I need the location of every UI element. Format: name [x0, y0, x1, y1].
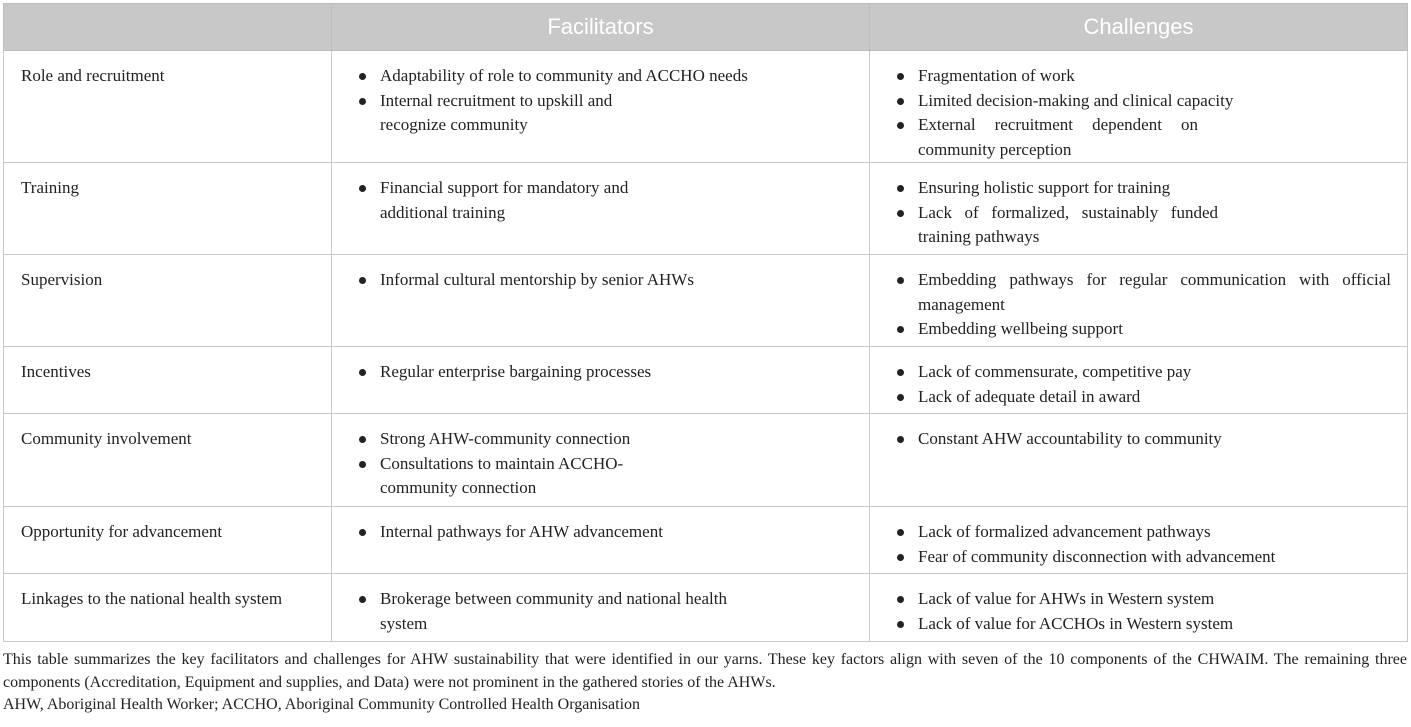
list-item: Adaptability of role to community and ACCHO needs	[380, 64, 750, 89]
challenges-cell	[870, 51, 1408, 163]
challenges-cell	[870, 347, 1408, 414]
facilitators-cell	[332, 414, 870, 507]
list-item: Brokerage between community and national health system	[380, 587, 750, 636]
row-category: Incentives	[4, 347, 332, 414]
table-row	[4, 51, 1408, 163]
list-item: Lack of commensurate, competitive pay	[918, 360, 1391, 385]
list-item: Fragmentation of work	[918, 64, 1391, 89]
facilitators-cell	[332, 507, 870, 574]
header-category	[4, 4, 332, 51]
table-row	[4, 507, 1408, 574]
list-item: Limited decision-making and clinical capacity	[918, 89, 1391, 114]
list-item: Lack of adequate detail in award	[918, 385, 1391, 410]
challenges-cell	[870, 574, 1408, 642]
row-category: Training	[4, 163, 332, 255]
table-notes	[3, 649, 1407, 717]
facilitators-cell	[332, 574, 870, 642]
table-row	[4, 574, 1408, 642]
row-category: Role and recruitment	[4, 51, 332, 163]
facilitators-cell	[332, 347, 870, 414]
list-item: Lack of formalized, sustainably funded training pathways	[918, 201, 1218, 250]
list-item: Constant AHW accountability to community	[918, 427, 1391, 452]
facilitators-cell	[332, 51, 870, 163]
facilitators-cell	[332, 163, 870, 255]
challenges-cell	[870, 255, 1408, 347]
row-category: Supervision	[4, 255, 332, 347]
list-item: External recruitment dependent on community perception	[918, 113, 1198, 162]
table-row	[4, 163, 1408, 255]
table-row	[4, 414, 1408, 507]
challenges-cell	[870, 163, 1408, 255]
facilitators-cell	[332, 255, 870, 347]
table-footnote: This table summarizes the key facilitators and challenges for AHW sustainability that were identified in our yarns. These key factors align with seven of the 10 components of the CHWAIM. The remaining three components (Accreditation, Equipment and supplies, and Data) were not prominent in the gathered stories of the AHWs.	[3, 651, 1407, 691]
challenges-cell	[870, 507, 1408, 574]
row-category: Linkages to the national health system	[4, 574, 332, 642]
list-item: Strong AHW-community connection	[380, 427, 859, 452]
list-item: Internal pathways for AHW advancement	[380, 520, 859, 545]
challenges-cell	[870, 414, 1408, 507]
row-category: Community involvement	[4, 414, 332, 507]
list-item: Lack of formalized advancement pathways	[918, 520, 1391, 545]
list-item: Consultations to maintain ACCHO-community connection	[380, 452, 680, 501]
header-challenges: Challenges	[870, 4, 1408, 51]
table-header-row	[4, 4, 1408, 51]
list-item: Embedding pathways for regular communication with official management	[918, 268, 1391, 317]
list-item: Fear of community disconnection with advancement	[918, 545, 1391, 570]
list-item: Lack of value for AHWs in Western system	[918, 587, 1391, 612]
table-row	[4, 347, 1408, 414]
header-facilitators: Facilitators	[332, 4, 870, 51]
list-item: Internal recruitment to upskill and recognize community	[380, 89, 660, 138]
list-item: Ensuring holistic support for training	[918, 176, 1391, 201]
list-item: Embedding wellbeing support	[918, 317, 1391, 342]
list-item: Financial support for mandatory and additional training	[380, 176, 670, 225]
table-row	[4, 255, 1408, 347]
facilitators-challenges-table	[3, 3, 1408, 642]
table-container	[3, 3, 1407, 717]
list-item: Regular enterprise bargaining processes	[380, 360, 859, 385]
abbreviations-note: AHW, Aboriginal Health Worker; ACCHO, Aboriginal Community Controlled Health Organisation	[3, 696, 641, 713]
row-category: Opportunity for advancement	[4, 507, 332, 574]
list-item: Informal cultural mentorship by senior AHWs	[380, 268, 859, 293]
list-item: Lack of value for ACCHOs in Western system	[918, 612, 1391, 637]
